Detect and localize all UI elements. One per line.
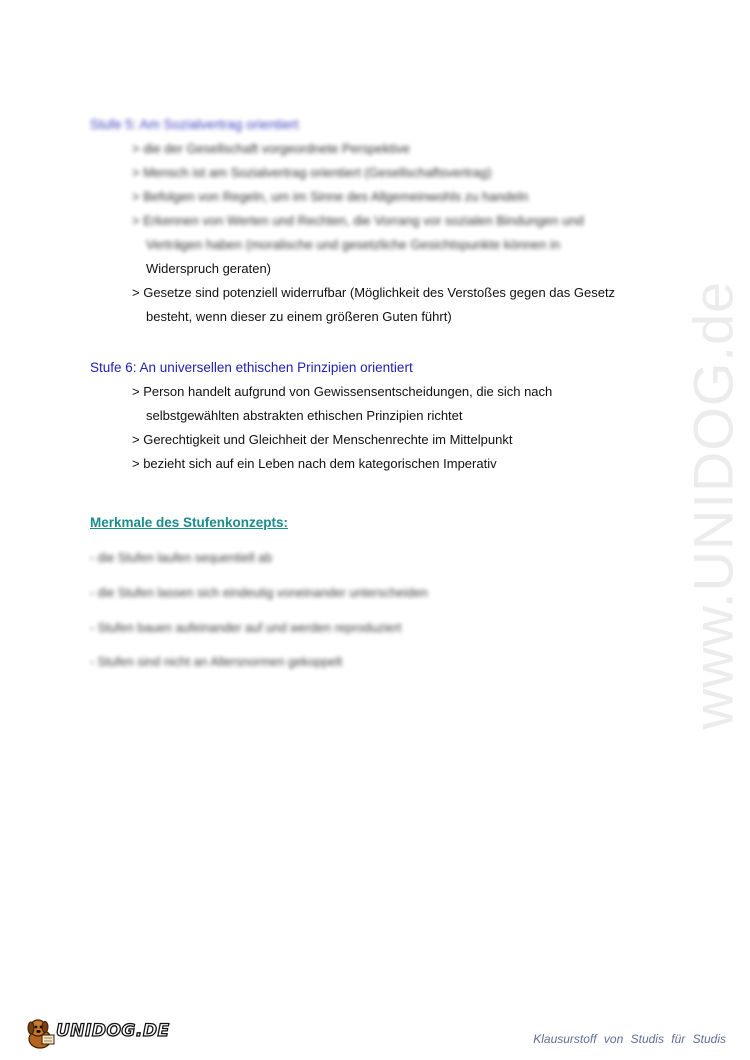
merkmale-item-2: - die Stufen lassen sich eindeutig voneinander unterscheiden — [90, 586, 428, 600]
stufe6-bullet-1: > Person handelt aufgrund von Gewissensentscheidungen, die sich nach — [132, 384, 553, 399]
footer-tagline: Klausurstoff von Studis für Studis — [533, 1032, 726, 1046]
stufe5-bullet-5-cont: besteht, wenn dieser zu einem größeren Guten führt) — [146, 309, 452, 324]
stufe5-bullet-5: > Gesetze sind potenziell widerrufbar (Möglichkeit des Verstoßes gegen das Gesetz — [132, 285, 616, 300]
stufe5-bullet-4: > Erkennen von Werten und Rechten, die Vorrang vor sozialen Bindungen und — [132, 213, 584, 228]
stufe5-bullet-4-cont-2: Widerspruch geraten) — [146, 261, 271, 276]
merkmale-item-4: - Stufen sind nicht an Altersnormen gekoppelt — [90, 655, 343, 669]
stufe5-bullet-3: > Befolgen von Regeln, um im Sinne des Allgemeinwohls zu handeln — [132, 189, 529, 204]
stufe6-bullet-1-cont: selbstgewählten abstrakten ethischen Prinzipien richtet — [146, 408, 463, 423]
stufe6-heading: Stufe 6: An universellen ethischen Prinzipien orientiert — [90, 360, 413, 375]
merkmale-item-1: - die Stufen laufen sequentiell ab — [90, 551, 273, 565]
stufe5-bullet-4-cont-1: Verträgen haben (moralische und gesetzliche Gesichtspunkte können in — [146, 237, 561, 252]
watermark-text: www.UNIDOG.de — [681, 280, 745, 730]
stufe5-heading: Stufe 5: Am Sozialvertrag orientiert — [90, 117, 299, 132]
dog-icon — [22, 1015, 58, 1051]
merkmale-title: Merkmale des Stufenkonzepts: — [90, 515, 289, 530]
stufe5-bullet-2: > Mensch ist am Sozialvertrag orientiert (Gesellschaftsvertrag) — [132, 165, 492, 180]
stufe5-bullet-1: > die der Gesellschaft vorgeordnete Perspektive — [132, 141, 410, 156]
stufe6-bullet-2: > Gerechtigkeit und Gleichheit der Menschenrechte im Mittelpunkt — [132, 432, 513, 447]
logo-text: UNIDOG.DE — [56, 1021, 170, 1041]
unidog-logo — [22, 1015, 170, 1051]
stufe6-bullet-3: > bezieht sich auf ein Leben nach dem kategorischen Imperativ — [132, 456, 497, 471]
merkmale-item-3: - Stufen bauen aufeinander auf und werden reproduziert — [90, 621, 402, 635]
